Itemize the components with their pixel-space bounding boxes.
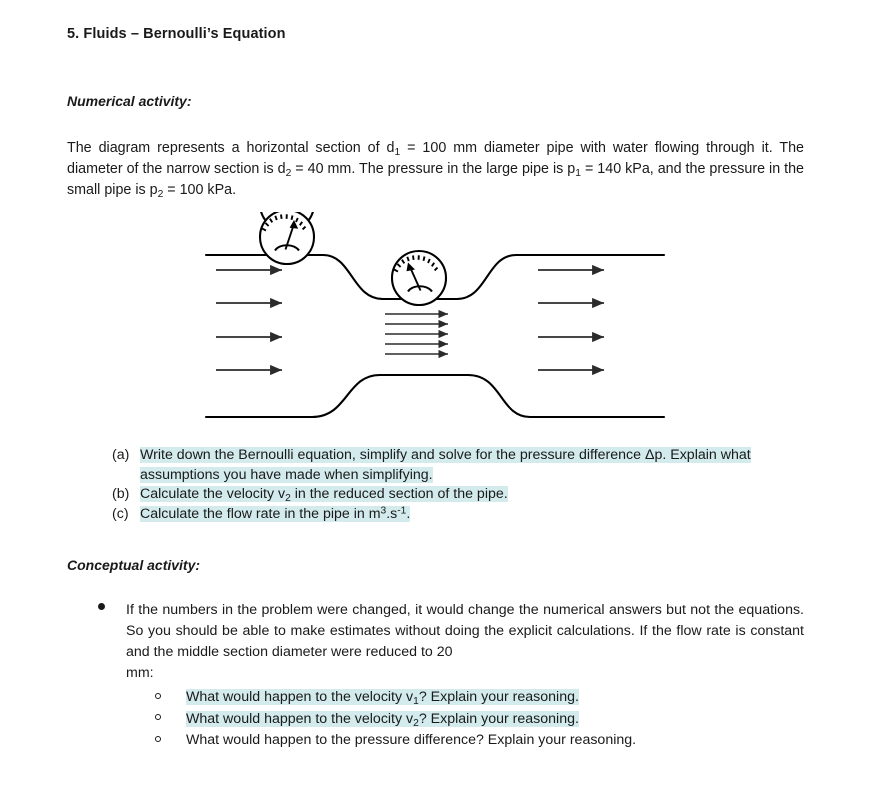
conceptual-sub-question-list <box>155 687 815 752</box>
d1-subscript: 1 <box>394 146 401 158</box>
v2-subscript: 2 <box>413 717 419 729</box>
sub2-part2: ? Explain your reasoning. <box>418 710 579 727</box>
sub3-part1: What would happen to the pressure difference? Explain your reasoning. <box>186 732 637 748</box>
task-marker-c: (c) <box>112 505 129 522</box>
task-marker-a: (a) <box>112 447 130 463</box>
task-item-a <box>112 446 812 485</box>
task-text-a <box>140 447 751 483</box>
p1-subscript: 1 <box>575 167 581 179</box>
intro-text-part-4: = 140 kPa, and the pressure in the small pipe is p <box>67 161 805 198</box>
intro-text-part-5: = 100 kPa. <box>163 182 237 198</box>
numerical-task-list <box>112 446 812 524</box>
d2-subscript: 2 <box>285 167 292 179</box>
bullet-dot-icon <box>98 603 105 610</box>
p2-subscript: 2 <box>157 188 164 200</box>
task-c-part3: . <box>406 505 411 522</box>
problem-statement <box>67 138 804 201</box>
sub1-part1: What would happen to the velocity v <box>186 689 414 705</box>
v1-subscript: 1 <box>413 695 419 707</box>
page-title: 5. Fluids – Bernoulli’s Equation <box>67 26 286 42</box>
sub-question-pressure-difference <box>155 730 815 752</box>
task-b-part1: Calculate the velocity v <box>140 486 286 502</box>
conceptual-bullet-main: If the numbers in the problem were changed, it would change the numerical answers but not the equations. So you should be able to make estimates without doing the explicit calculations. If the flow rate is constant and the middle section diameter were reduced to 20 <box>126 602 804 660</box>
task-text-b <box>140 486 508 502</box>
task-b-part2: in the reduced section of the pipe. <box>290 486 508 502</box>
hollow-bullet-icon <box>155 736 161 742</box>
task-marker-b: (b) <box>112 486 130 502</box>
intro-text-part-1: The diagram represents a horizontal section of d <box>67 140 395 156</box>
conceptual-bullet-lastline: mm: <box>126 665 154 681</box>
hollow-bullet-icon <box>155 693 161 699</box>
task-item-b <box>112 485 812 505</box>
task-a-part1: Write down the Bernoulli equation, simplify and solve for the pressure difference <box>140 447 645 463</box>
v2-subscript: 2 <box>285 492 291 504</box>
delta-p-symbol: Δp <box>644 447 663 463</box>
numerical-activity-heading: Numerical activity: <box>67 93 192 109</box>
task-c-part1: Calculate the flow rate in the pipe in m <box>140 505 381 522</box>
flow-arrows-inlet <box>216 270 282 370</box>
sub2-part1: What would happen to the velocity v <box>186 710 414 727</box>
sub-question-velocity-v2 <box>155 709 815 731</box>
task-item-c <box>112 505 812 525</box>
venturi-pipe-diagram <box>200 212 670 434</box>
conceptual-bullet-item <box>98 600 804 684</box>
task-text-c <box>140 506 410 522</box>
sub-question-velocity-v1 <box>155 687 815 709</box>
sub-question-text-2 <box>186 711 579 727</box>
conceptual-bullet-text <box>126 600 804 684</box>
task-a-part2: . Explain what assumptions you have made when simplifying. <box>140 447 751 483</box>
intro-text-part-2: = 100 mm diameter pipe with water flowing through it. The diameter of the narrow section is d <box>67 140 804 177</box>
intro-text-part-3: = 40 mm. The pressure in the large pipe is p <box>291 161 576 177</box>
cubic-exponent: 3 <box>380 505 387 517</box>
sub-question-text-1 <box>186 689 579 705</box>
task-c-part2: .s <box>386 505 398 522</box>
pressure-gauge-large-pipe-dial <box>260 212 314 264</box>
flow-arrows-outlet <box>538 270 604 370</box>
pipe-lower-wall <box>206 375 664 417</box>
hollow-bullet-icon <box>155 714 161 720</box>
inverse-second-exponent: -1 <box>397 505 407 517</box>
sub-question-text-3 <box>186 732 636 748</box>
conceptual-activity-heading: Conceptual activity: <box>67 557 201 573</box>
pressure-gauge-narrow-pipe-dial <box>392 251 446 305</box>
sub1-part2: ? Explain your reasoning. <box>418 689 579 705</box>
flow-arrows-throat <box>385 314 448 354</box>
